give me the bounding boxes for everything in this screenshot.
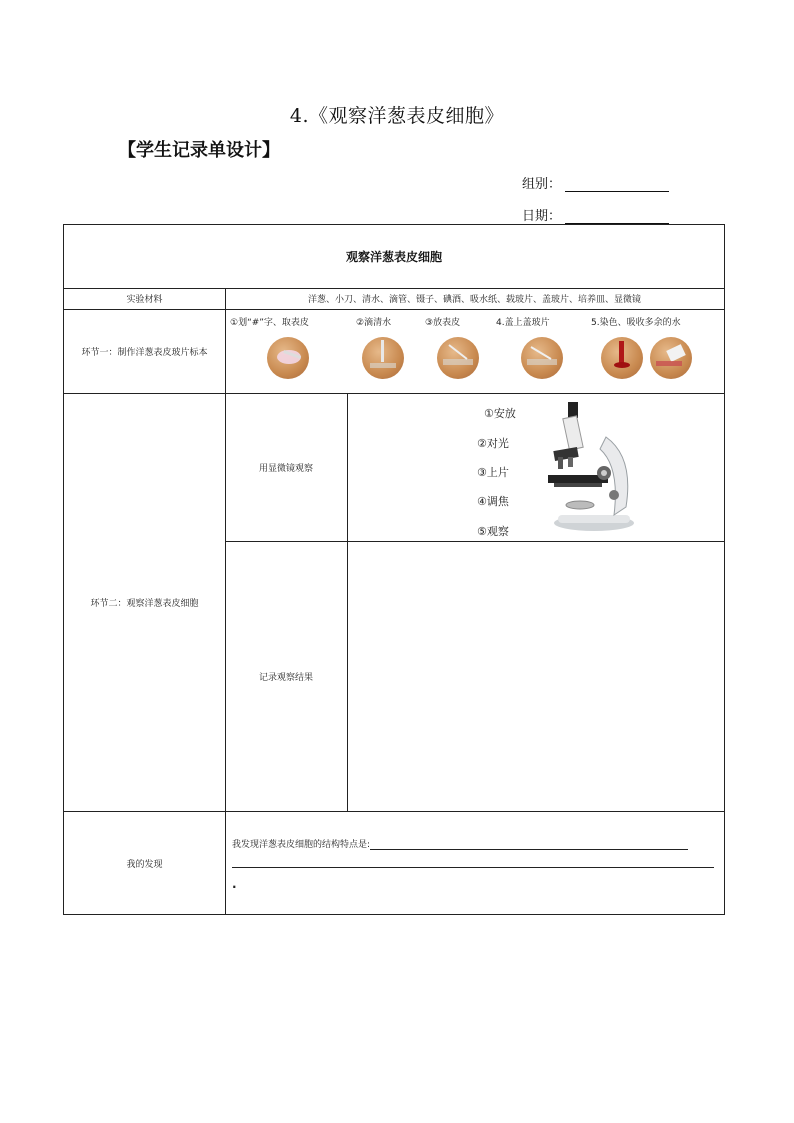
step-3-label: ③放表皮 [425, 318, 461, 328]
step-1-label: ①划“#”字、取表皮 [230, 318, 309, 328]
section-subtitle: 【学生记录单设计】 [118, 140, 280, 161]
step-4-label: 4.盖上盖玻片 [496, 318, 550, 328]
discovery-line-1 [232, 837, 718, 849]
page-title: 4.《观察洋葱表皮细胞》 [289, 105, 505, 127]
stage1-label: 环节一：制作洋葱表皮玻片标本 [81, 347, 208, 358]
microscope-icon [544, 397, 636, 537]
materials-label: 实验材料 [126, 295, 163, 305]
record-table [63, 224, 725, 915]
observe-label: 用显微镜观察 [258, 463, 313, 474]
tweezers-skin-icon [437, 337, 479, 379]
discovery-prompt: 我发现洋葱表皮细胞的结构特点是: [232, 840, 371, 850]
microscope-step-5: ⑤观察 [477, 525, 509, 538]
date-label: 日期： [522, 209, 562, 224]
microscope-step-3: ③上片 [477, 466, 509, 479]
discovery-blank-1[interactable] [370, 839, 688, 850]
dropper-water-icon [362, 337, 404, 379]
knife-cut-icon [267, 337, 309, 379]
step-5-label: 5.染色、吸收多余的水 [591, 318, 681, 328]
blotting-paper-icon [650, 337, 692, 379]
discovery-blank-2[interactable] [232, 867, 714, 868]
iodine-stain-icon [601, 337, 643, 379]
group-blank[interactable] [565, 177, 669, 192]
group-field [522, 173, 669, 192]
date-field [522, 205, 669, 224]
materials-value: 洋葱、小刀、清水、滴管、镊子、碘酒、吸水纸、载玻片、盖玻片、培养皿、显微镜 [307, 295, 641, 305]
table-main-title: 观察洋葱表皮细胞 [345, 250, 442, 264]
group-label: 组别： [522, 177, 562, 192]
record-drawing-area[interactable] [348, 542, 724, 810]
cover-slip-icon [521, 337, 563, 379]
microscope-step-4: ④调焦 [477, 495, 509, 508]
date-blank[interactable] [565, 209, 669, 224]
discovery-label: 我的发现 [126, 859, 163, 870]
record-label: 记录观察结果 [258, 672, 313, 683]
discovery-end-mark: . [232, 877, 237, 891]
step-2-label: ②滴清水 [356, 318, 392, 328]
microscope-step-2: ②对光 [477, 437, 509, 450]
microscope-step-1: ①安放 [484, 407, 516, 420]
stage2-label: 环节二：观察洋葱表皮细胞 [90, 598, 199, 609]
